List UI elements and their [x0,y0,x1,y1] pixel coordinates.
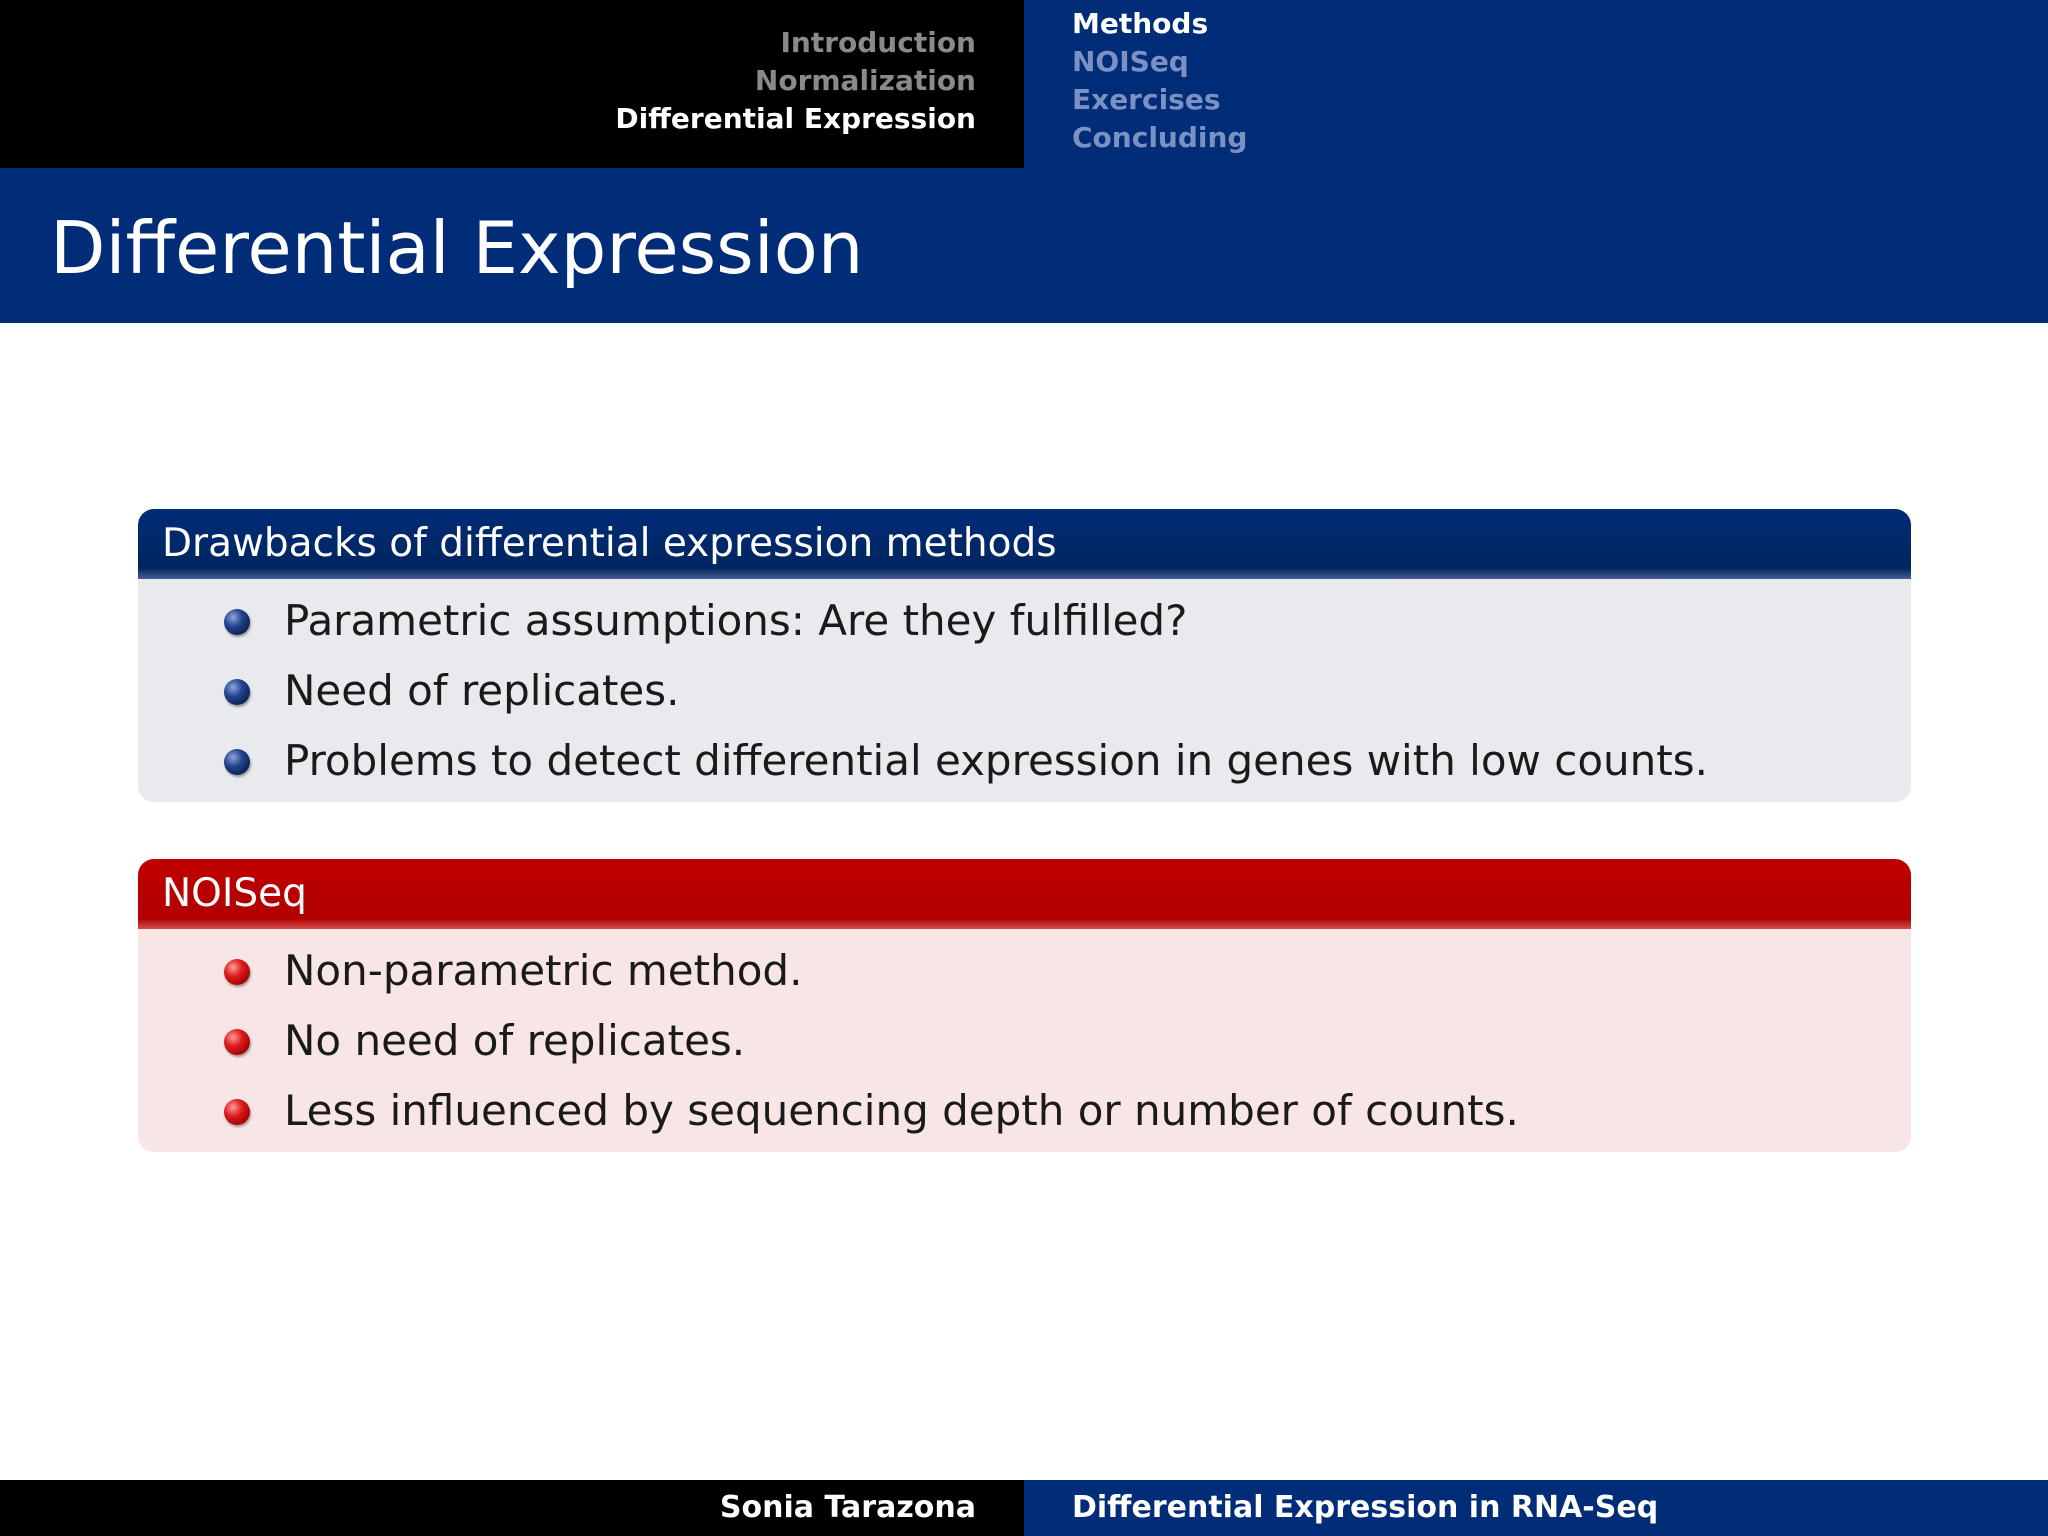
footer-author-panel [0,1480,1024,1536]
noiseq-block [138,859,1911,1152]
nav-subsection-concluding[interactable]: Concluding [1072,121,1248,154]
block-title: NOISeq [162,871,307,916]
footer-bar [0,1480,2048,1536]
footer-title-panel [1024,1480,2048,1536]
list-item-text: Problems to detect differential expression in genes with low counts. [284,736,1708,785]
bullet-ball-icon [224,1029,250,1055]
list-item [138,937,1911,1007]
list-item [138,727,1911,797]
footer-presentation-title: Differential Expression in RNA-Seq [1072,1490,1659,1525]
block-title: Drawbacks of differential expression methods [162,521,1057,566]
bullet-list [138,579,1911,797]
list-item [138,587,1911,657]
block-body [138,579,1911,802]
list-item [138,657,1911,727]
footer-author: Sonia Tarazona [719,1490,976,1525]
nav-subsection-exercises[interactable]: Exercises [1072,83,1221,116]
drawbacks-block [138,509,1911,802]
nav-subsection-methods[interactable]: Methods [1072,7,1209,40]
section-list [615,24,976,138]
nav-subsection-noiseq[interactable]: NOISeq [1072,45,1189,78]
list-item-text: Parametric assumptions: Are they fulfilled? [284,596,1188,645]
block-body [138,929,1911,1152]
nav-section-differential-expression[interactable]: Differential Expression [615,102,976,135]
list-item-text: Non-parametric method. [284,946,803,995]
top-navigation-bar [0,0,2048,168]
list-item-text: Need of replicates. [284,666,680,715]
bullet-ball-icon [224,749,250,775]
block-header [138,859,1911,929]
section-navigation [0,0,1024,168]
list-item [138,1077,1911,1147]
list-item [138,1007,1911,1077]
nav-section-normalization[interactable]: Normalization [754,64,976,97]
subsection-list [1072,5,1247,157]
bullet-ball-icon [224,959,250,985]
list-item-text: Less influenced by sequencing depth or number of counts. [284,1086,1519,1135]
list-item-text: No need of replicates. [284,1016,746,1065]
bullet-ball-icon [224,1099,250,1125]
block-header [138,509,1911,579]
nav-section-introduction[interactable]: Introduction [780,26,976,59]
bullet-list [138,929,1911,1147]
frame-title: Differential Expression [50,206,864,290]
bullet-ball-icon [224,609,250,635]
frame-title-bar [0,168,2048,323]
bullet-ball-icon [224,679,250,705]
subsection-navigation [1024,0,2048,168]
